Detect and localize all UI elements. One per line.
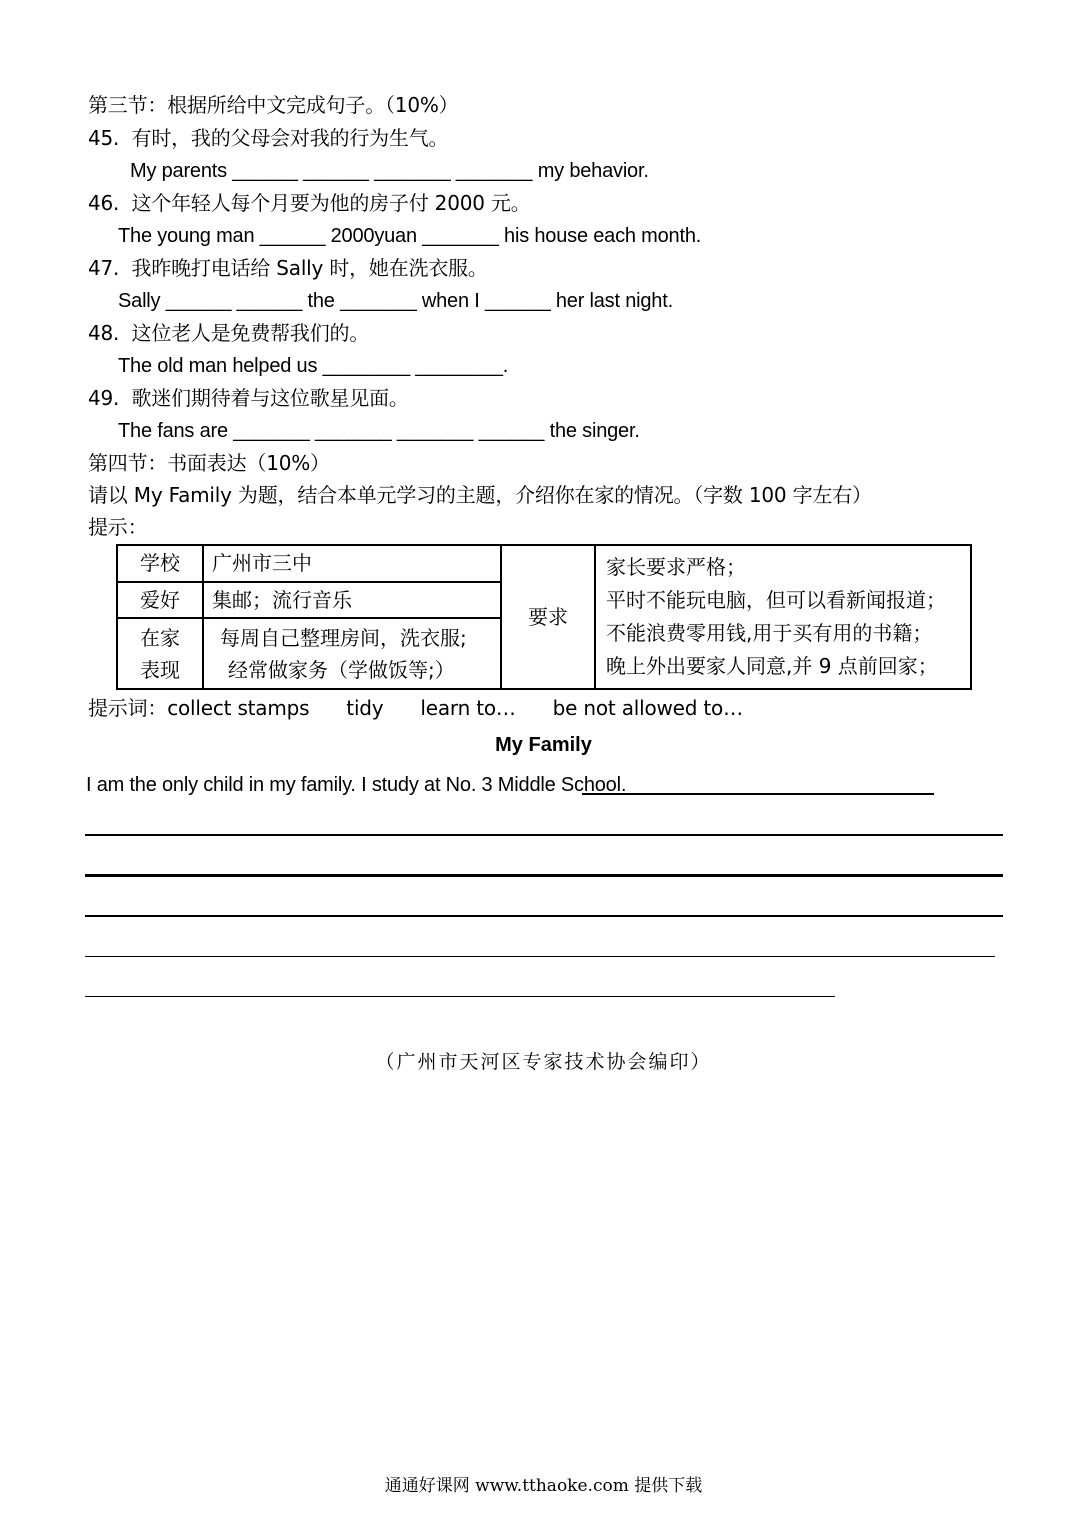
section3-heading: 第三节：根据所给中文完成句子。（10%） <box>88 93 459 117</box>
question-49-cn: 49. 歌迷们期待着与这位歌星见面。 <box>88 386 409 410</box>
section4-instruction: 请以 My Family 为题，结合本单元学习的主题，介绍你在家的情况。（字数 100 字左右） <box>88 483 872 507</box>
writing-line <box>85 834 1003 836</box>
question-46-cn: 46. 这个年轻人每个月要为他的房子付 2000 元。 <box>88 191 531 215</box>
hint-label: 提示： <box>88 515 148 539</box>
writing-line <box>85 956 995 957</box>
hint-table <box>116 544 972 690</box>
publisher-note: （广州市天河区专家技术协会编印） <box>375 1051 712 1073</box>
writing-line <box>85 996 835 997</box>
requirement-label: 要求 <box>501 545 595 689</box>
hobby-value: 集邮；流行音乐 <box>203 582 501 619</box>
home-behavior-label <box>117 618 203 689</box>
home-label-line: 表现 <box>140 657 180 682</box>
requirement-line: 家长要求严格； <box>606 555 746 579</box>
question-47-cn: 47. 我昨晚打电话给 Sally 时，她在洗衣服。 <box>88 256 488 280</box>
writing-line <box>582 793 934 795</box>
question-46-en: The young man ______ 2000yuan _______ his house each month. <box>118 225 702 247</box>
section4-heading: 第四节：书面表达（10%） <box>88 451 330 475</box>
question-45-cn: 45. 有时，我的父母会对我的行为生气。 <box>88 126 449 150</box>
question-48-cn: 48. 这位老人是免费帮我们的。 <box>88 321 370 345</box>
home-value-line: 经常做家务（学做饭等;） <box>228 657 455 682</box>
writing-line <box>85 915 1003 917</box>
download-footer: 通通好课网 www.tthaoke.com 提供下载 <box>384 1476 703 1496</box>
home-value-line: 每周自己整理房间，洗衣服; <box>220 625 467 650</box>
essay-first-sentence: I am the only child in my family. I study at No. 3 Middle School. <box>86 774 627 796</box>
hint-keywords: 提示词：collect stamps tidy learn to… be not allowed to… <box>88 696 743 720</box>
writing-line <box>85 874 1003 877</box>
requirement-list <box>595 545 971 689</box>
home-label-line: 在家 <box>140 625 180 650</box>
school-value: 广州市三中 <box>203 545 501 582</box>
question-48-en: The old man helped us ________ ________. <box>118 355 509 377</box>
home-behavior-value <box>203 618 501 689</box>
requirement-line: 平时不能玩电脑，但可以看新闻报道； <box>606 588 946 612</box>
hobby-label: 爱好 <box>117 582 203 619</box>
question-45-en: My parents ______ ______ _______ _______ my behavior. <box>130 160 649 182</box>
question-49-en: The fans are _______ _______ _______ ______ the singer. <box>118 420 640 442</box>
requirement-line: 不能浪费零用钱,用于买有用的书籍； <box>606 621 933 645</box>
question-47-en: Sally ______ ______ the _______ when I ______ her last night. <box>118 290 673 312</box>
essay-title: My Family <box>495 734 592 756</box>
requirement-line: 晚上外出要家人同意,并 9 点前回家； <box>606 654 938 678</box>
school-label: 学校 <box>117 545 203 582</box>
